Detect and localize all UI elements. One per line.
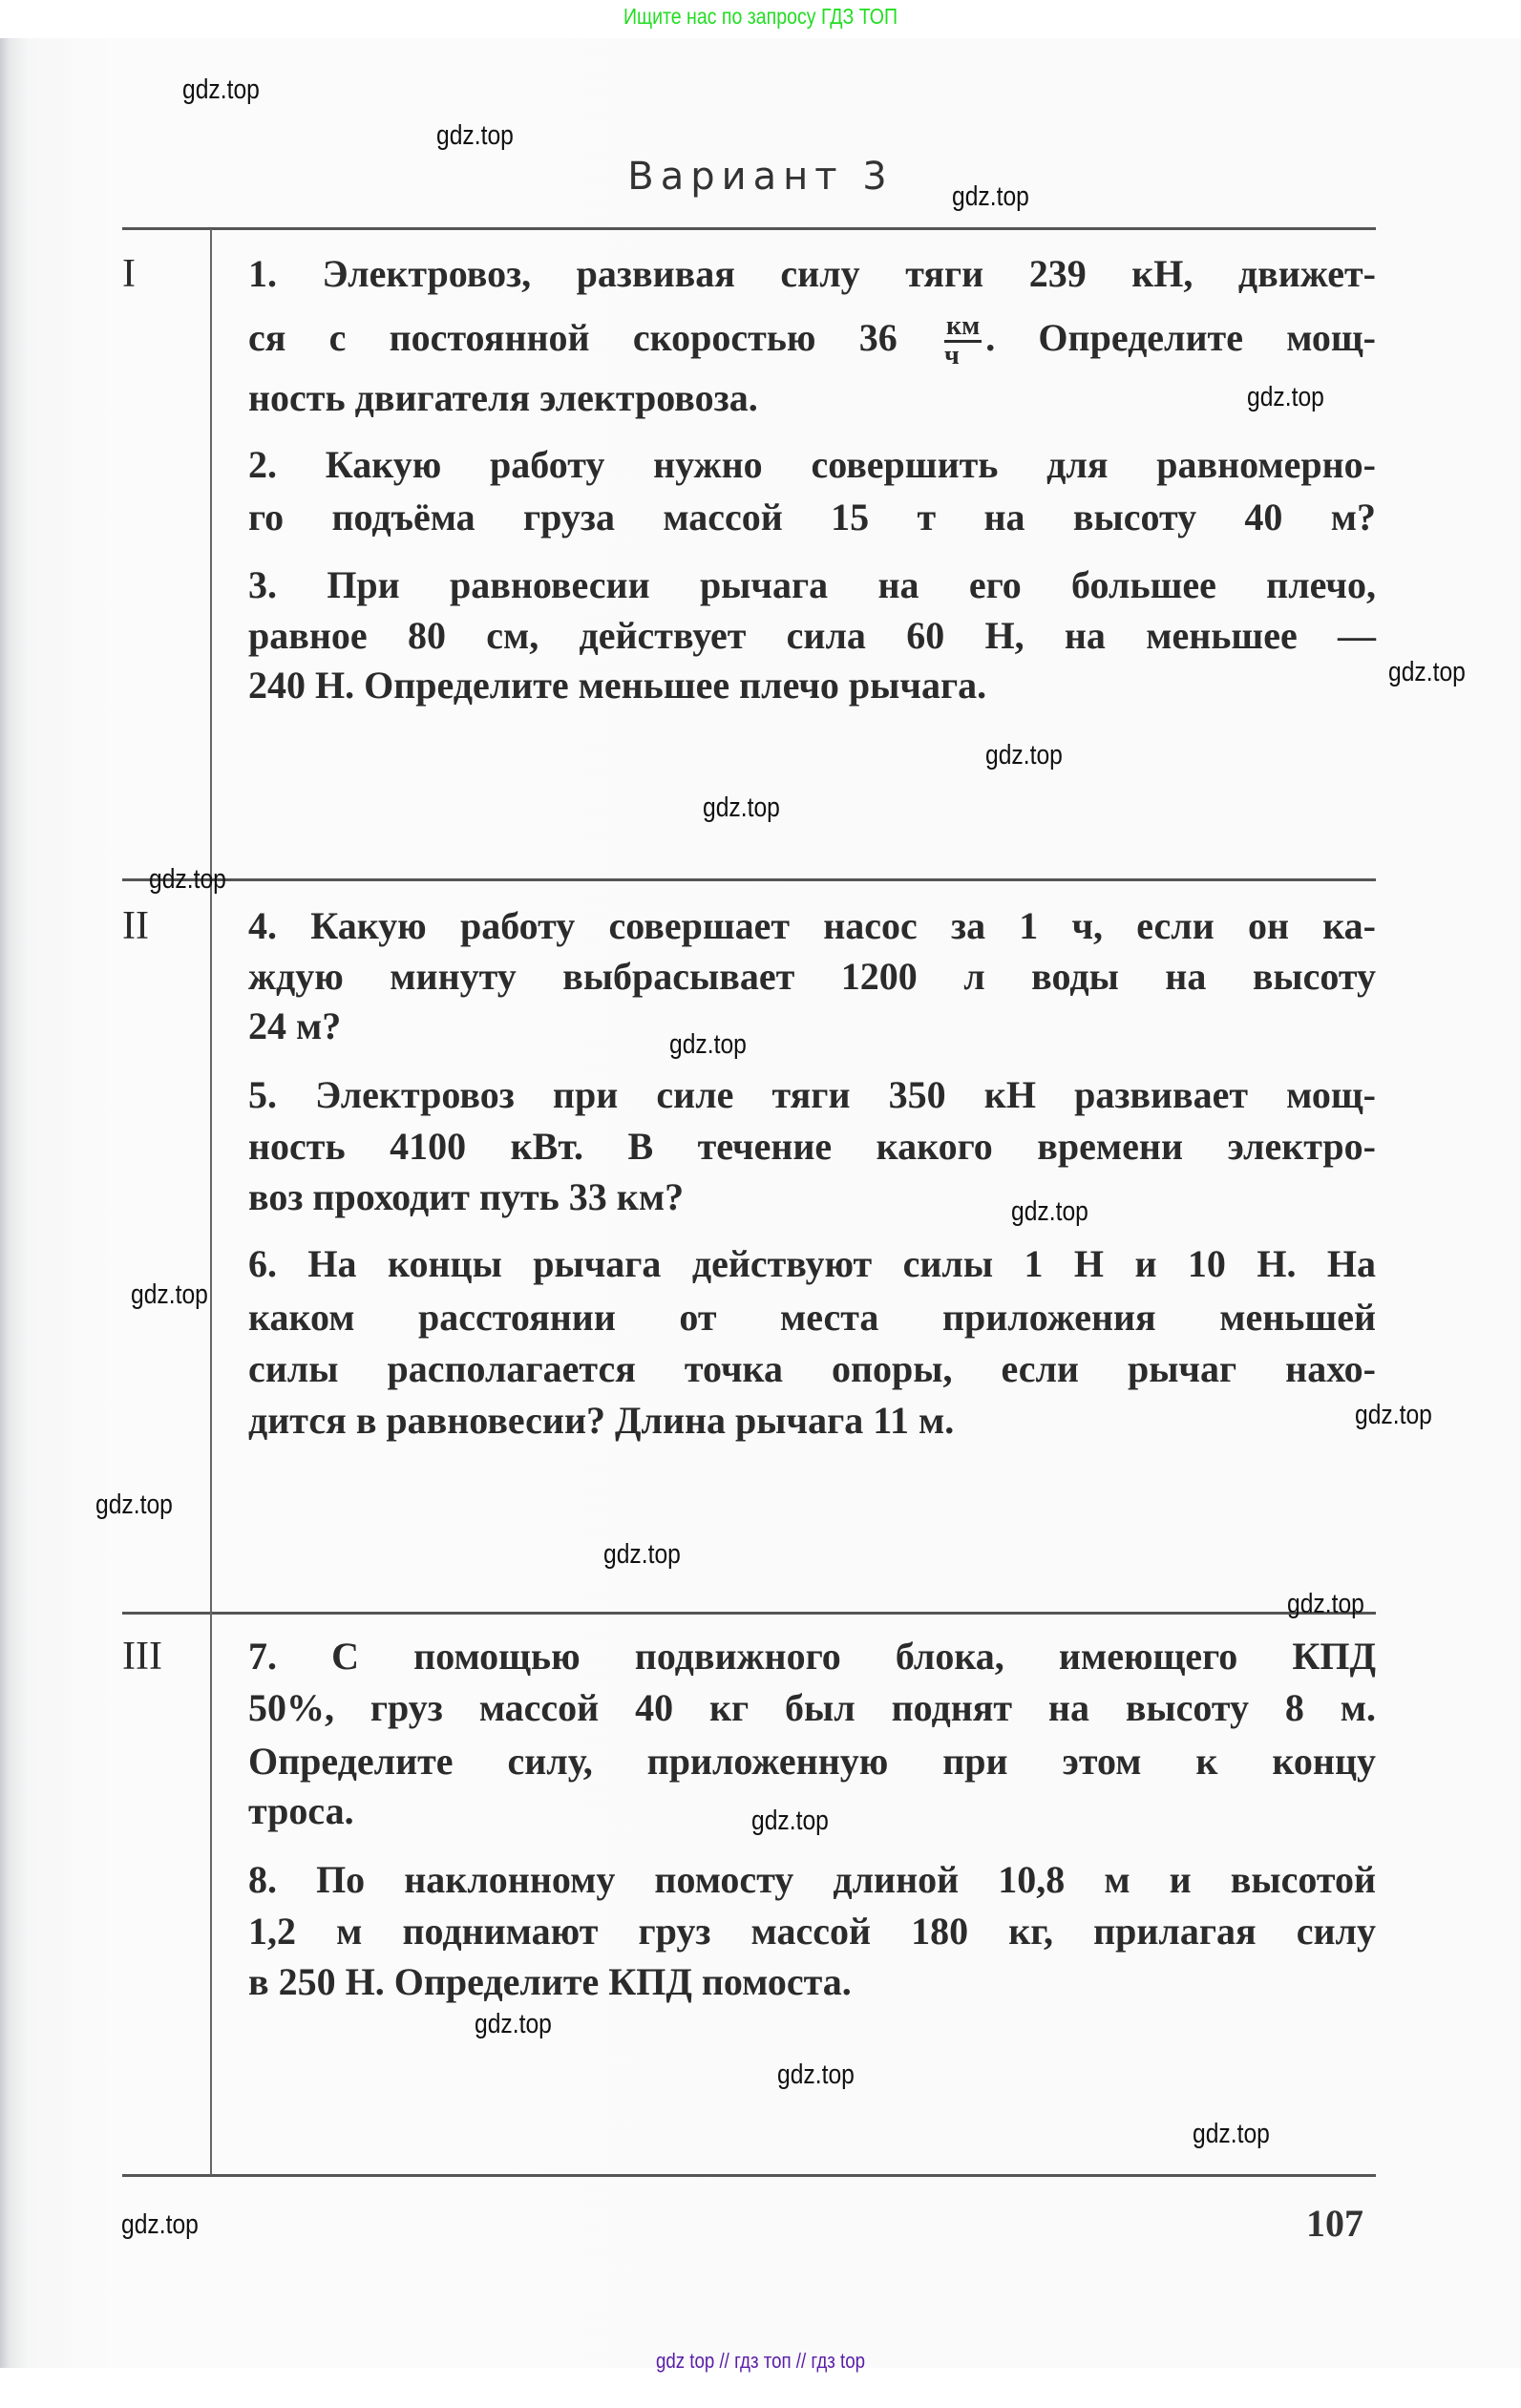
watermark: gdz.top — [1388, 657, 1466, 687]
problem-3-line: 240 Н. Определите меньшее плечо рычага. — [248, 664, 987, 707]
speed-unit-fraction — [944, 313, 982, 370]
watermark: gdz.top — [149, 864, 226, 895]
problem-1-text: ся с постоянной скоростью 36 — [248, 316, 898, 359]
divider — [122, 1612, 1376, 1615]
problem-3-line: равное 80 см, действует сила 60 Н, на меньшее — — [248, 614, 1376, 657]
watermark: gdz.top — [436, 120, 514, 151]
page-title: Вариант 3 — [627, 155, 894, 199]
search-banner[interactable]: Ищите нас по запросу ГДЗ ТОП — [623, 4, 898, 29]
watermark: gdz.top — [95, 1489, 173, 1520]
watermark: gdz.top — [703, 792, 780, 823]
problem-1-text: . Определите мощ- — [985, 316, 1376, 359]
column-divider — [210, 229, 212, 2175]
problem-6-line: силы располагается точка опоры, если рычаг нахо- — [248, 1347, 1376, 1390]
problem-4-line: 24 м? — [248, 1004, 342, 1047]
watermark: gdz.top — [1247, 382, 1324, 412]
problem-7-line: троса. — [248, 1789, 354, 1832]
problem-5-line: воз проходит путь 33 км? — [248, 1175, 685, 1218]
watermark: gdz.top — [952, 181, 1029, 212]
problem-1-line: 1. Электровоз, развивая силу тяги 239 кН, движет- — [248, 252, 1376, 295]
problem-7-line: 50%, груз массой 40 кг был поднят на высоту 8 м. — [248, 1686, 1376, 1729]
fraction-numerator: км — [945, 311, 981, 342]
section-numeral: I — [122, 252, 136, 296]
problem-8-line: 1,2 м поднимают груз массой 180 кг, прилагая силу — [248, 1910, 1376, 1953]
problem-2-line: го подъёма груза массой 15 т на высоту 40 м? — [248, 496, 1376, 539]
watermark: gdz.top — [1011, 1196, 1088, 1227]
problem-6-line: 6. На концы рычага действуют силы 1 Н и 10 Н. На — [248, 1242, 1376, 1285]
problem-7-line: 7. С помощью подвижного блока, имеющего КПД — [248, 1635, 1376, 1678]
watermark: gdz.top — [1355, 1400, 1432, 1430]
problem-2-line: 2. Какую работу нужно совершить для равномерно- — [248, 443, 1376, 486]
problem-7-line: Определите силу, приложенную при этом к концу — [248, 1740, 1376, 1783]
problem-1-line — [248, 312, 1376, 370]
problem-4-line: 4. Какую работу совершает насос за 1 ч, если он ка- — [248, 904, 1376, 947]
watermark: gdz.top — [182, 74, 260, 105]
problem-1-line: ность двигателя электровоза. — [248, 376, 758, 419]
divider — [122, 2174, 1376, 2177]
watermark: gdz.top — [1193, 2119, 1270, 2149]
problem-4-line: ждую минуту выбрасывает 1200 л воды на высоту — [248, 955, 1376, 998]
section-numeral: III — [122, 1635, 162, 1679]
divider — [122, 878, 1376, 881]
divider — [122, 227, 1376, 230]
watermark: gdz.top — [1287, 1589, 1364, 1619]
problem-3-line: 3. При равновесии рычага на его большее плечо, — [248, 563, 1376, 606]
watermark: gdz.top — [669, 1029, 747, 1060]
watermark: gdz.top — [603, 1539, 681, 1570]
watermark: gdz.top — [985, 740, 1063, 771]
footer-links[interactable]: gdz top // гдз топ // гдз top — [655, 2349, 866, 2373]
problem-8-line: 8. По наклонному помосту длиной 10,8 м и высотой — [248, 1858, 1376, 1901]
watermark: gdz.top — [131, 1279, 208, 1310]
problem-6-line: дится в равновесии? Длина рычага 11 м. — [248, 1399, 955, 1442]
section-numeral: II — [122, 904, 149, 948]
problem-8-line: в 250 Н. Определите КПД помоста. — [248, 1960, 852, 2003]
watermark: gdz.top — [751, 1806, 829, 1836]
problem-5-line: 5. Электровоз при силе тяги 350 кН развивает мощ- — [248, 1073, 1376, 1116]
problem-6-line: каком расстоянии от места приложения меньшей — [248, 1296, 1376, 1339]
page-number: 107 — [1306, 2202, 1363, 2245]
watermark: gdz.top — [475, 2009, 552, 2039]
fraction-denominator: ч — [943, 341, 960, 371]
watermark: gdz.top — [777, 2059, 855, 2090]
watermark: gdz.top — [121, 2209, 199, 2240]
problem-5-line: ность 4100 кВт. В течение какого времени электро- — [248, 1125, 1376, 1168]
